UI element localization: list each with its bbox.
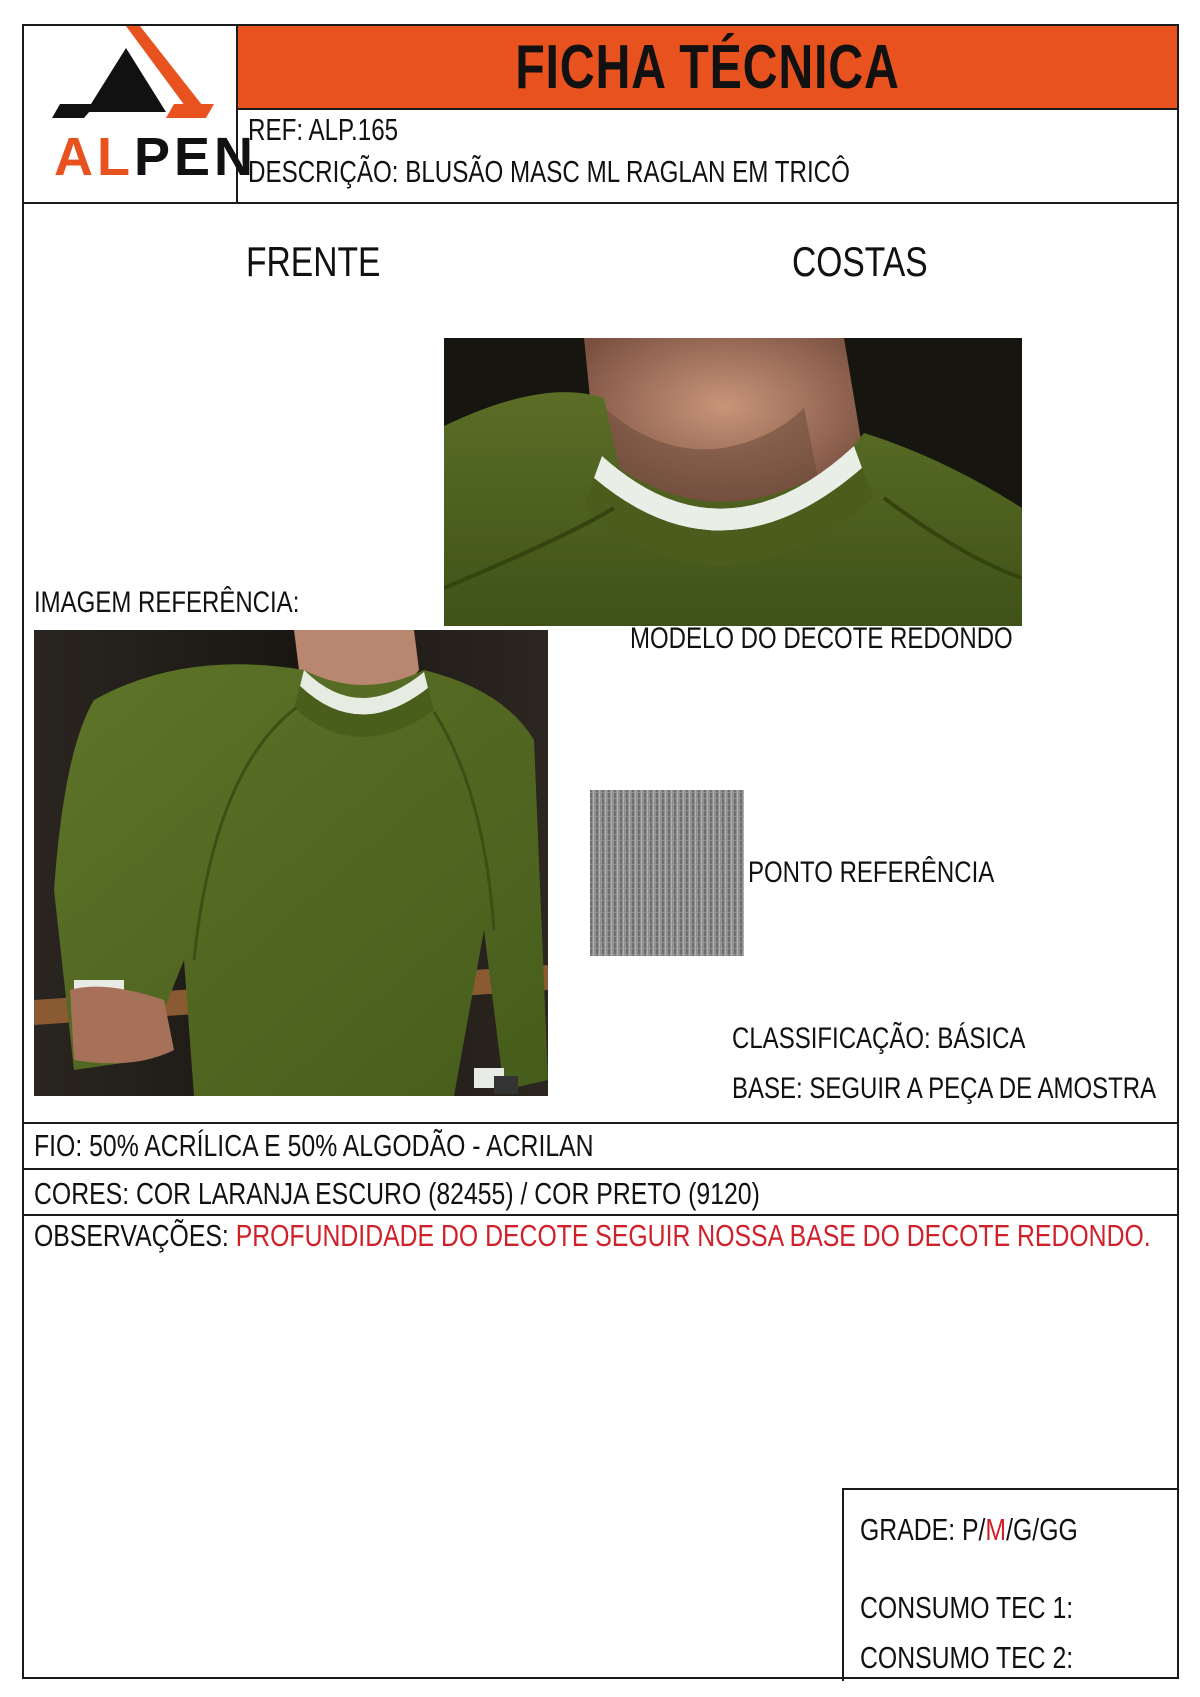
classification-text: CLASSIFICAÇÃO: BÁSICA (732, 1022, 1026, 1055)
size-separator: / (1006, 1512, 1013, 1547)
size-separator: / (978, 1512, 986, 1547)
neckline-photo (444, 338, 1022, 626)
size-p: P (961, 1512, 979, 1547)
grade-line (860, 1512, 1078, 1548)
size-gg: GG (1039, 1512, 1078, 1547)
front-label: FRENTE (246, 238, 381, 285)
back-label: COSTAS (792, 238, 928, 285)
reference-image-label: IMAGEM REFERÊNCIA: (34, 586, 300, 619)
divider (24, 1214, 1177, 1216)
tech-sheet (22, 24, 1179, 1679)
neckline-caption: MODELO DO DECOTE REDONDO (630, 622, 1013, 655)
size-m: M (985, 1512, 1007, 1547)
observations-label: OBSERVAÇÕES: (34, 1218, 236, 1253)
consumption-1-label: CONSUMO TEC 1: (860, 1590, 1074, 1625)
divider (24, 1122, 1177, 1124)
observations-text (34, 1218, 1151, 1254)
title-bar (238, 26, 1177, 110)
grade-label: GRADE: (860, 1512, 962, 1547)
divider (24, 1168, 1177, 1170)
reference-photo (34, 630, 548, 1096)
stitch-swatch (590, 790, 744, 956)
page-title: FICHA TÉCNICA (515, 32, 900, 102)
description-text: DESCRIÇÃO: BLUSÃO MASC ML RAGLAN EM TRICÔ (248, 154, 850, 189)
yarn-text: FIO: 50% ACRÍLICA E 50% ALGODÃO - ACRILAN (34, 1128, 594, 1163)
mountain-logo-icon (24, 26, 238, 136)
stitch-caption: PONTO REFERÊNCIA (748, 856, 995, 889)
grade-box (842, 1488, 1179, 1681)
colors-text: CORES: COR LARANJA ESCURO (82455) / COR PRETO (9120) (34, 1176, 760, 1211)
size-g: G (1012, 1512, 1033, 1547)
header-info (238, 110, 1177, 204)
size-separator: / (1032, 1512, 1040, 1547)
observations-note: PROFUNDIDADE DO DECOTE SEGUIR NOSSA BASE DO DECOTE REDONDO. (235, 1218, 1151, 1253)
logo-box (24, 26, 258, 204)
base-text: BASE: SEGUIR A PEÇA DE AMOSTRA (732, 1072, 1157, 1105)
brand-logo-text: ALPEN (54, 127, 258, 187)
consumption-2-label: CONSUMO TEC 2: (860, 1640, 1074, 1675)
ref-text: REF: ALP.165 (248, 112, 399, 147)
